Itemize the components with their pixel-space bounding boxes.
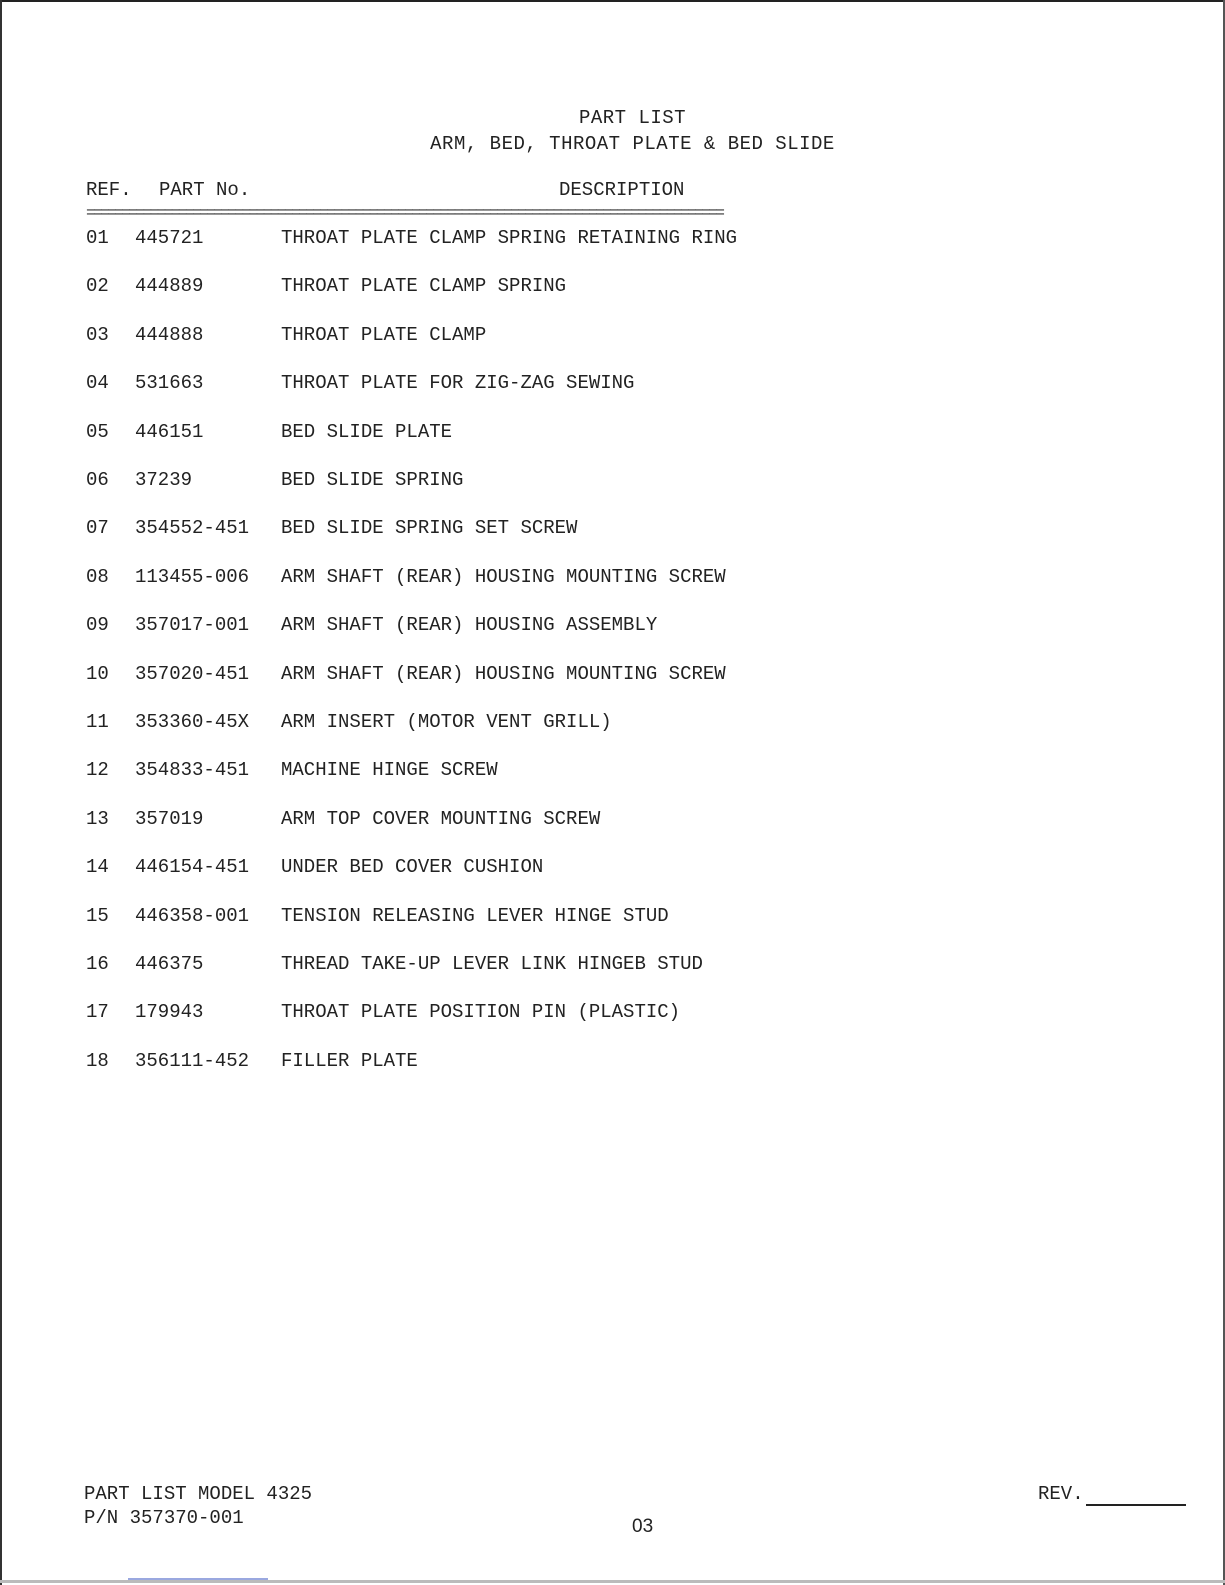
part-number-cell: 356111-452 [135,1050,250,1072]
description-cell: BED SLIDE PLATE [281,421,453,443]
table-row [0,951,1225,977]
part-number-cell: 446151 [135,421,204,443]
part-number-cell: 357019 [135,808,204,830]
header-ref: REF. [86,179,132,201]
ref-cell: 09 [86,614,109,636]
table-row [0,854,1225,880]
ref-cell: 17 [86,1001,109,1023]
part-number-cell: 179943 [135,1001,204,1023]
part-number-cell: 445721 [135,227,204,249]
table-row [0,322,1225,348]
table-row [0,903,1225,929]
description-cell: THROAT PLATE CLAMP SPRING RETAINING RING [281,227,738,249]
table-row [0,467,1225,493]
description-cell: ARM TOP COVER MOUNTING SCREW [281,808,601,830]
table-row [0,370,1225,396]
ref-cell: 07 [86,517,109,539]
ref-cell: 04 [86,372,109,394]
part-number-cell: 444888 [135,324,204,346]
part-number-cell: 357020-451 [135,663,250,685]
table-row [0,999,1225,1025]
description-cell: ARM SHAFT (REAR) HOUSING MOUNTING SCREW [281,566,726,588]
description-cell: TENSION RELEASING LEVER HINGE STUD [281,905,669,927]
description-cell: ARM INSERT (MOTOR VENT GRILL) [281,711,612,733]
ref-cell: 08 [86,566,109,588]
description-cell: THROAT PLATE CLAMP [281,324,487,346]
ref-cell: 14 [86,856,109,878]
part-number-cell: 446154-451 [135,856,250,878]
scan-edge-bottom [0,1580,1225,1583]
description-cell: MACHINE HINGE SCREW [281,759,498,781]
ref-cell: 05 [86,421,109,443]
description-cell: ARM SHAFT (REAR) HOUSING MOUNTING SCREW [281,663,726,685]
table-row [0,661,1225,687]
page-subtitle: ARM, BED, THROAT PLATE & BED SLIDE [430,133,835,155]
ref-cell: 02 [86,275,109,297]
part-number-cell: 446375 [135,953,204,975]
description-cell: ARM SHAFT (REAR) HOUSING ASSEMBLY [281,614,658,636]
header-description: DESCRIPTION [559,179,685,201]
revision-blank-line [1086,1504,1186,1506]
ref-cell: 15 [86,905,109,927]
table-row [0,225,1225,251]
revision-label: REV. [1038,1483,1084,1505]
header-part-no: PART No. [159,179,251,201]
description-cell: THROAT PLATE POSITION PIN (PLASTIC) [281,1001,681,1023]
ref-cell: 03 [86,324,109,346]
footer-part-number: P/N 357370-001 [84,1507,244,1529]
footer-model: PART LIST MODEL 4325 [84,1483,313,1505]
part-number-cell: 353360-45X [135,711,250,733]
description-cell: UNDER BED COVER CUSHION [281,856,544,878]
ref-cell: 11 [86,711,109,733]
description-cell: THROAT PLATE FOR ZIG-ZAG SEWING [281,372,635,394]
part-number-cell: 357017-001 [135,614,250,636]
table-row [0,419,1225,445]
part-number-cell: 354833-451 [135,759,250,781]
part-number-cell: 354552-451 [135,517,250,539]
description-cell: BED SLIDE SPRING [281,469,464,491]
table-row [0,709,1225,735]
page-title: PART LIST [578,107,687,129]
table-row [0,273,1225,299]
scan-edge-top [0,0,1225,2]
page-number: 03 [632,1516,654,1537]
table-row [0,757,1225,783]
ref-cell: 10 [86,663,109,685]
part-number-cell: 444889 [135,275,204,297]
ref-cell: 12 [86,759,109,781]
description-cell: THROAT PLATE CLAMP SPRING [281,275,567,297]
table-row [0,1048,1225,1074]
header-rule: ========================================================================================== [86,204,723,222]
title-block [0,105,1225,157]
table-row [0,564,1225,590]
part-number-cell: 113455-006 [135,566,250,588]
ref-cell: 06 [86,469,109,491]
ref-cell: 16 [86,953,109,975]
table-row [0,612,1225,638]
part-number-cell: 446358-001 [135,905,250,927]
ref-cell: 01 [86,227,109,249]
description-cell: FILLER PLATE [281,1050,418,1072]
scan-blue-mark [128,1578,268,1580]
ref-cell: 18 [86,1050,109,1072]
part-number-cell: 37239 [135,469,193,491]
table-row [0,515,1225,541]
part-number-cell: 531663 [135,372,204,394]
description-cell: THREAD TAKE-UP LEVER LINK HINGEB STUD [281,953,703,975]
table-row [0,806,1225,832]
ref-cell: 13 [86,808,109,830]
description-cell: BED SLIDE SPRING SET SCREW [281,517,578,539]
